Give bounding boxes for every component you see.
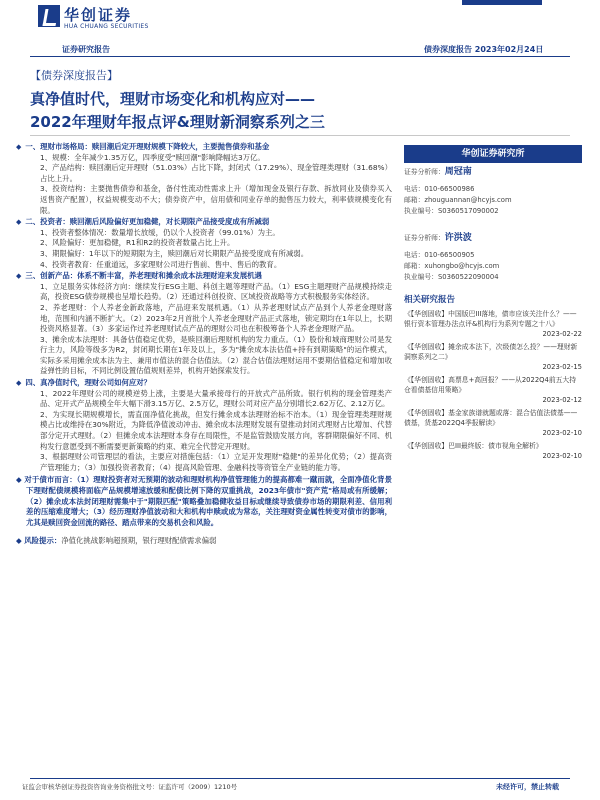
related-report-date: 2023-02-15: [542, 363, 582, 371]
related-report-link[interactable]: 《【华创固收】基金家族谱就题或落：混合估值法债基——债基，货基2022Q4季报解读》: [404, 409, 578, 427]
related-reports-heading: 相关研究报告: [404, 295, 456, 305]
bond-market-implication: ◆ 对于债市而言：（1）理财投资者对无预期的波动和理财机构净值管理能力的提高都难一蹴而就，全面净值化背景下理财配债规模将面临产品规模增速放缓和配债比例下降的双重挑战，2023年债市"资产荒"格局或有所缓解；（2）摊余成本法封闭理财需集中于"期限匹配"策略叠加稳健收益目标或继续导致债券市场的期限利差、信用利差的压缩难度增大；（3）经历理财净值波动和大和机构申赎或成为常态，关注理财资金属性转变对债市的影响，尤其是赎回资金回流的路径、踏点带来的交易机会和风险。: [16, 475, 392, 527]
institute-banner: 华创证券研究所: [404, 145, 582, 163]
section-paragraph: 1、立足服务实体经济方向：继续发行ESG主题、科创主题等理财产品。（1）ESG主题理财产品规模持续走高，投资ESG债券规模也呈增长趋势。（2）还通过科创投资、区域投资战略等方式积极服务实体经济。: [40, 281, 392, 302]
section-paragraph: 1、规模：全年减少1.35万亿，四季度受"赎回潮"影响降幅达3万亿。: [40, 152, 265, 162]
analyst-license: 执业编号：S0360517090002: [404, 207, 499, 215]
analyst-card: [404, 167, 582, 217]
related-report-date: 2023-02-12: [542, 396, 582, 404]
section-heading: ◆ 一、理财市场格局：赎回潮后定开理财规模下降较大，主要抛售债券和基金: [16, 142, 270, 151]
section-paragraph: 1、投资者整体情况：数量增长放缓，仍以个人投资者（99.01%）为主。: [40, 227, 280, 237]
related-report-link[interactable]: 《【华创固收】巴III最终版：债市视角全解析》: [404, 442, 543, 450]
related-report-link[interactable]: 《【华创固收】摊余成本法下，次级债怎么投？——理财新洞察系列之二》: [404, 343, 578, 361]
header-divider: [30, 56, 570, 57]
analyst-phone: 电话：010-66500905: [404, 251, 475, 259]
related-report-link[interactable]: 《【华创固收】中国版巴III落地，债市应该关注什么？——银行资本管理办法点评&机构行为系列专题之十八》: [404, 310, 577, 328]
report-summary: [16, 141, 392, 761]
analyst-card: [404, 233, 582, 283]
related-report-link[interactable]: 《【华创固收】高票息+高回报？——从2022Q4前五大持仓看债基信用策略》: [404, 376, 577, 394]
analyst-phone: 电话：010-66500986: [404, 185, 475, 193]
diamond-bullet-icon: ◆: [16, 143, 22, 151]
section-paragraph: 2、产品结构：赎回潮后定开理财（51.03%）占比下降，封闭式（17.29%）、现金管理类理财（31.68%）占比上升。: [40, 163, 392, 183]
logo-text-cn: 华创证券: [64, 6, 133, 24]
diamond-bullet-icon: ◆: [16, 272, 22, 281]
report-tag: 【债券深度报告】: [30, 69, 118, 82]
footer-divider: [30, 778, 570, 779]
section-heading: ◆ 四、真净值时代，理财公司如何应对？: [16, 378, 152, 388]
section-heading: ◆ 三、创新产品：体系不断丰富，养老理财和摊余成本法理财迎来发展机遇: [16, 271, 262, 281]
risk-warning: [16, 536, 392, 547]
section-paragraph: 3、根据理财公司管理层的看法，主要应对措施包括：（1）立足开发理财"稳健"的差异化优势；（2）提高资产管理能力；（3）加强投资者教育；（4）提高风险管理、金融科技等资管全产业链的能力等。: [40, 452, 392, 472]
report-category: 证券研究报告: [62, 45, 110, 54]
title-divider: [30, 135, 570, 136]
diamond-bullet-icon: ◆: [16, 379, 22, 388]
section-paragraph: 3、投资结构：主要抛售债券和基金，备付性流动性需求上升（增加现金及银行存款、拆放同业及债券买入返售资产配置），权益规模变动不大；债券资产中，信用债和同业存单的抛售压力较大，利率债规模变化有限。: [40, 184, 392, 215]
header-accent-bar: [462, 0, 542, 5]
section-paragraph: 2、养老理财：个人养老金新政落地，产品迎来发展机遇。（1）从养老理财试点产品到个人养老金理财落地，范围和内涵不断扩大。（2）2023年2月首批个人养老金理财产品正式落地，锁定期均在1年以上，长期投资风格显著。（3）多家运作过养老理财试点产品的理财公司也在积极筹备个人养老金理财产品。: [40, 302, 392, 334]
diamond-bullet-icon: ◆: [16, 218, 22, 227]
related-report-date: 2023-02-10: [542, 429, 582, 437]
section-paragraph: 3、摊余成本法理财：具备估值稳定优势，是赎回潮后理财机构的发力重点。（1）股份和城商理财公司是发行主力，风险等级多为R2，封闭期长期在1年及以上，多为"摊余成本法估值+持有到期策略"的运作模式，实际多采用摊余成本法为主、兼用市值法的混合估值法。（2）混合估值法理财运用不要期估值稳定和增加收益弹性的目标，不同比例设置估值规则差异，机构开始探索发行。: [40, 334, 392, 376]
related-reports: [404, 295, 582, 464]
section-paragraph: 4、投资者教育：任重道远，多家理财公司进行售前、售中、售后的教育。: [40, 259, 282, 269]
analyst-license: 执业编号：S0360522090004: [404, 273, 499, 281]
diamond-bullet-icon: ◆: [16, 536, 25, 546]
footer-license: 证监会审核华创证券投资咨询业务资格批文号：证监许可（2009）1210号: [22, 783, 238, 791]
related-report-date: 2023-02-22: [542, 330, 582, 338]
risk-label: 风险提示：: [24, 536, 62, 546]
report-title-line2: 2022年理财年报点评&理财新洞察系列之三: [30, 113, 325, 131]
section-paragraph: 1、2022年理财公司的规模逆势上涨，主要是大量承接母行的开放式产品所致。银行机构的现金管理类产品、定开式产品规模全年大幅下滑3.15万亿、2.5万亿，理财公司对应产品分别增长2.62万亿、2.12万亿。: [40, 388, 392, 409]
report-type-date: 债券深度报告 2023年02月24日: [424, 45, 544, 54]
report-title-line1: 真净值时代，理财市场变化和机构应对——: [30, 90, 316, 108]
section-heading: ◆ 二、投资者：赎回潮后风险偏好更加稳健，对长期限产品接受度成有所减弱: [16, 217, 270, 227]
diamond-bullet-icon: ◆: [16, 475, 25, 485]
section-paragraph: 3、期限偏好：1年以下的短期限为主，赎回潮后对长期限产品接受度成有所减弱。: [40, 248, 309, 258]
analyst-name: 周冠南: [444, 167, 472, 177]
section-paragraph: 2、风险偏好：更加稳健，R1和R2的投资者数量占比上升。: [40, 238, 235, 248]
section-paragraph: 2、为实现长期规模增长，需直面净值化挑战，但发行摊余成本法理财治标不治本。（1）现金管理类理财规模占比或维持在30%附近，为降低净值波动冲击、摊余成本法理财发展有望推动封闭式理财占比增加、代替部分定开式理财。（2）但摊余成本法理财本身存在局限性，不是监管鼓励发展方向，客群期限偏好不同、机构发行意愿受到不断需要更新策略的约束、难完全代替定开理财。: [40, 409, 392, 451]
analyst-email[interactable]: 邮箱：zhouguannan@hcyjs.com: [404, 196, 512, 204]
related-report-date: 2023-02-10: [542, 452, 582, 460]
logo-text-en: HUA CHUANG SECURITIES: [64, 23, 149, 30]
analyst-email[interactable]: 邮箱：xuhongbo@hcyjs.com: [404, 262, 500, 270]
risk-text: 净值化挑战影响超预期，银行理财配债需求偏弱: [61, 536, 217, 546]
footer-copyright: 未经许可，禁止转载: [496, 783, 559, 791]
analyst-role: 证券分析师：: [404, 168, 445, 176]
analyst-role: 证券分析师：: [404, 234, 445, 242]
analyst-name: 许洪波: [444, 233, 472, 243]
logo-mark: [38, 5, 60, 27]
